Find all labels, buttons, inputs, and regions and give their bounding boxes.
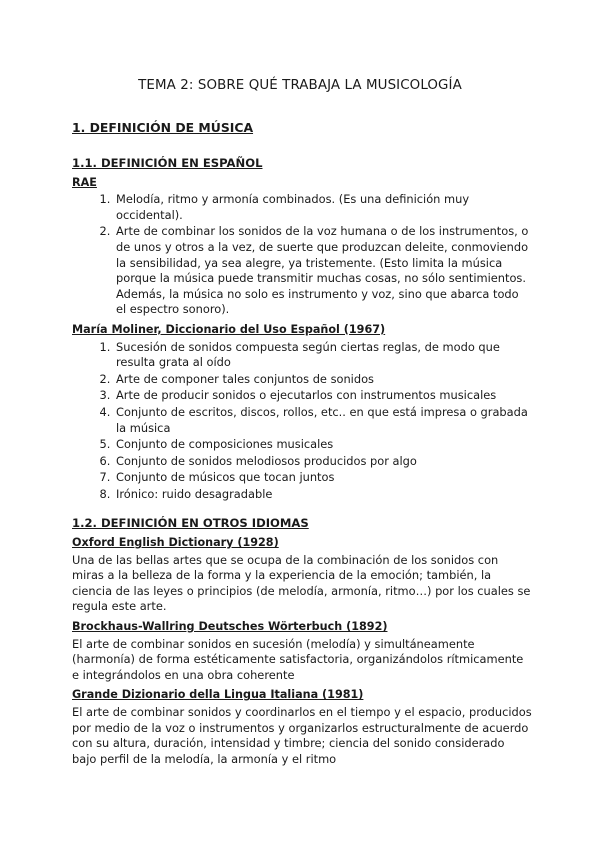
list-item: 2. Arte de componer tales conjuntos de sonidos	[114, 372, 532, 388]
source-heading-dizionario: Grande Dizionario della Lingua Italiana (1981)	[72, 688, 364, 702]
subsection-heading-other-languages: 1.2. DEFINICIÓN EN OTROS IDIOMAS	[72, 516, 309, 531]
source-heading-oxford: Oxford English Dictionary (1928)	[72, 536, 279, 550]
rae-definition-list	[72, 192, 532, 318]
list-item: 1. Sucesión de sonidos compuesta según ciertas reglas, de modo que resulta grata al oído	[114, 340, 532, 371]
dizionario-definition: El arte de combinar sonidos y coordinarlos en el tiempo y el espacio, producidos por medio de la voz o instrumentos y organizarlos estructuralmente de acuerdo con su altura, duración, intensidad y timbre; ciencia del sonido considerado bajo perfil de la melodía, la armonía y el ritmo	[72, 705, 532, 766]
list-item: 6. Conjunto de sonidos melodiosos producidos por algo	[114, 454, 532, 470]
source-heading-moliner: María Moliner, Diccionario del Uso Español (1967)	[72, 322, 386, 336]
list-item: 4. Conjunto de escritos, discos, rollos, etc.. en que está impresa o grabada la música	[114, 405, 532, 436]
source-heading-rae: RAE	[72, 175, 97, 189]
source-heading-brockhaus: Brockhaus-Wallring Deutsches Wörterbuch (1892)	[72, 620, 388, 634]
moliner-definition-list	[72, 340, 532, 503]
document-body	[72, 156, 532, 771]
list-item: 3. Arte de producir sonidos o ejecutarlos con instrumentos musicales	[114, 388, 532, 404]
list-item: 1. Melodía, ritmo y armonía combinados. (Es una definición muy occidental).	[114, 192, 532, 223]
list-item: 2. Arte de combinar los sonidos de la voz humana o de los instrumentos, o de unos y otros a la vez, de suerte que produzcan deleite, conmoviendo la sensibilidad, ya sea alegre, ya tristemente. (Esto limita la música porque la música puede transmitir muchas cosas, no sólo sentimientos. Además, la música no solo es instrumento y voz, sino que abarca todo el espectro sonoro).	[114, 224, 532, 318]
subsection-heading-spanish: 1.1. DEFINICIÓN EN ESPAÑOL	[72, 156, 263, 170]
list-item: 5. Conjunto de composiciones musicales	[114, 437, 532, 453]
list-item: 7. Conjunto de músicos que tocan juntos	[114, 470, 532, 486]
brockhaus-definition: El arte de combinar sonidos en sucesión (melodía) y simultáneamente (harmonía) de forma estéticamente satisfactoria, organizándolos rítmicamente e integrándolos en una obra coherente	[72, 636, 524, 682]
oxford-definition: Una de las bellas artes que se ocupa de la combinación de los sonidos con miras a la belleza de la forma y la experiencia de la emoción; también, la ciencia de las leyes o principios (de melodía, armonía, ritmo…) por los cuales se regula este arte.	[72, 552, 531, 614]
list-item: 8. Irónico: ruido desagradable	[114, 487, 532, 503]
section-heading: 1. DEFINICIÓN DE MÚSICA	[72, 120, 254, 135]
document-title: TEMA 2: SOBRE QUÉ TRABAJA LA MUSICOLOGÍA	[138, 78, 462, 93]
